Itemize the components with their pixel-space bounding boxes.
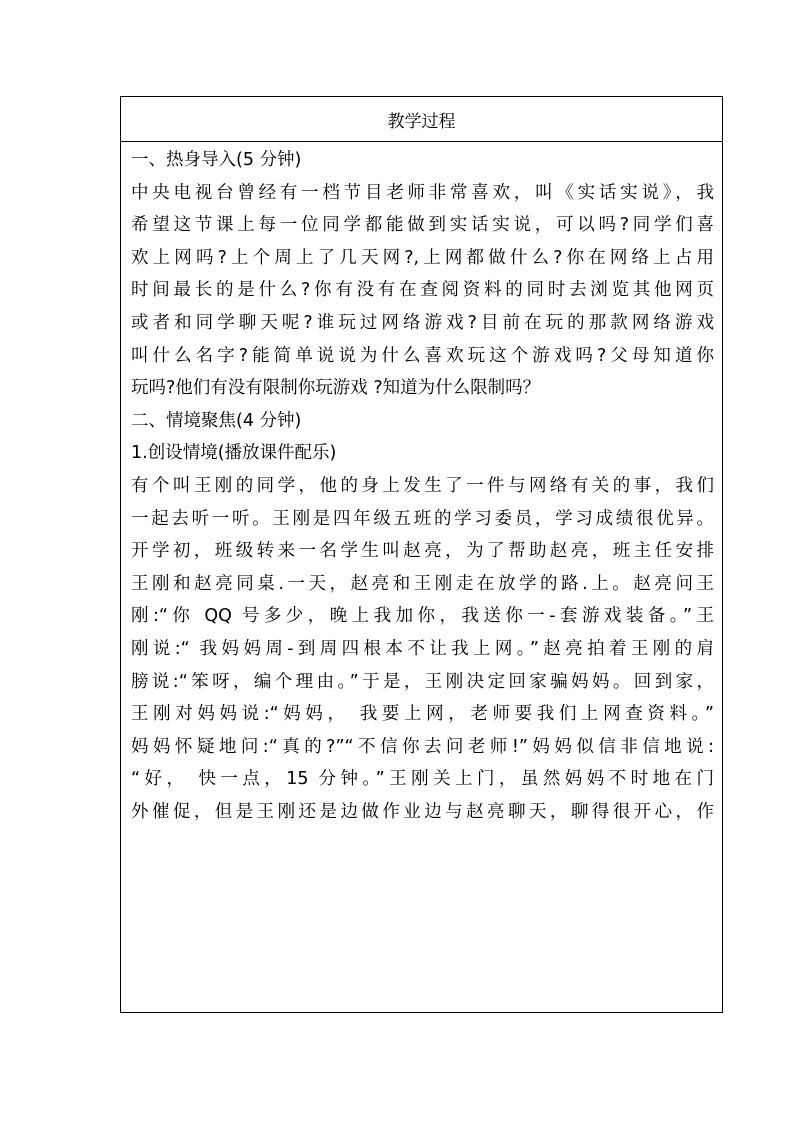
- text-line: 1.创设情境(播放课件配乐): [131, 443, 337, 464]
- text-line: 或者和同学聊天呢?谁玩过网络游戏?目前在玩的那款网络游戏: [131, 312, 714, 333]
- text-line: 中央电视台曾经有一档节目老师非常喜欢，叫《实话实说》，我: [131, 182, 714, 203]
- text-line: 玩吗?他们有没有限制你玩游戏 ?知道为什么限制吗？: [131, 378, 541, 399]
- text-line: 时间最长的是什么?你有没有在查阅资料的同时去浏览其他网页: [131, 280, 714, 301]
- lesson-table: [120, 96, 723, 1013]
- text-line: 有个叫王刚的同学，他的身上发生了一件与网络有关的事，我们: [131, 475, 714, 496]
- table-header: [121, 97, 722, 142]
- text-line: “好， 快一点，15 分钟。”王刚关上门，虽然妈妈不时地在门: [131, 769, 714, 790]
- text-line: 希望这节课上每一位同学都能做到实话实说，可以吗?同学们喜: [131, 215, 714, 236]
- table-body: [121, 142, 722, 828]
- text-line: 刚说:“ 我妈妈周-到周四根本不让我上网。”赵亮拍着王刚的肩: [131, 638, 714, 659]
- text-line: 欢上网吗?上个周上了几天网?,上网都做什么?你在网络上占用: [131, 247, 714, 268]
- text-line: 叫什么名字?能简单说说为什么喜欢玩这个游戏吗?父母知道你: [131, 345, 714, 366]
- text-line: 膀说:“笨呀，编个理由。”于是，王刚决定回家骗妈妈。回到家，: [131, 671, 714, 692]
- text-line: 一、热身导入(5 分钟): [131, 150, 302, 170]
- text-line: 妈妈怀疑地问:“真的?”“不信你去问老师!”妈妈似信非信地说:: [131, 736, 714, 757]
- text-line: 刚:“你 QQ 号多少，晚上我加你，我送你一-套游戏装备。”王: [131, 606, 714, 627]
- text-line: 外催促，但是王刚还是边做作业边与赵亮聊天，聊得很开心，作: [131, 801, 714, 822]
- table-header-title: 教学过程: [387, 111, 456, 132]
- text-line: 二、情境聚焦(4 分钟): [131, 410, 302, 431]
- text-line: 一起去听一听。王刚是四年级五班的学习委员，学习成绩很优异。: [131, 508, 714, 529]
- text-line: 王刚和赵亮同桌.一天，赵亮和王刚走在放学的路.上。赵亮问王: [131, 573, 714, 594]
- text-line: 开学初，班级转来一名学生叫赵亮，为了帮助赵亮，班主任安排: [131, 541, 714, 562]
- text-line: 王刚对妈妈说:“妈妈， 我要上网，老师要我们上网查资料。”: [131, 704, 714, 725]
